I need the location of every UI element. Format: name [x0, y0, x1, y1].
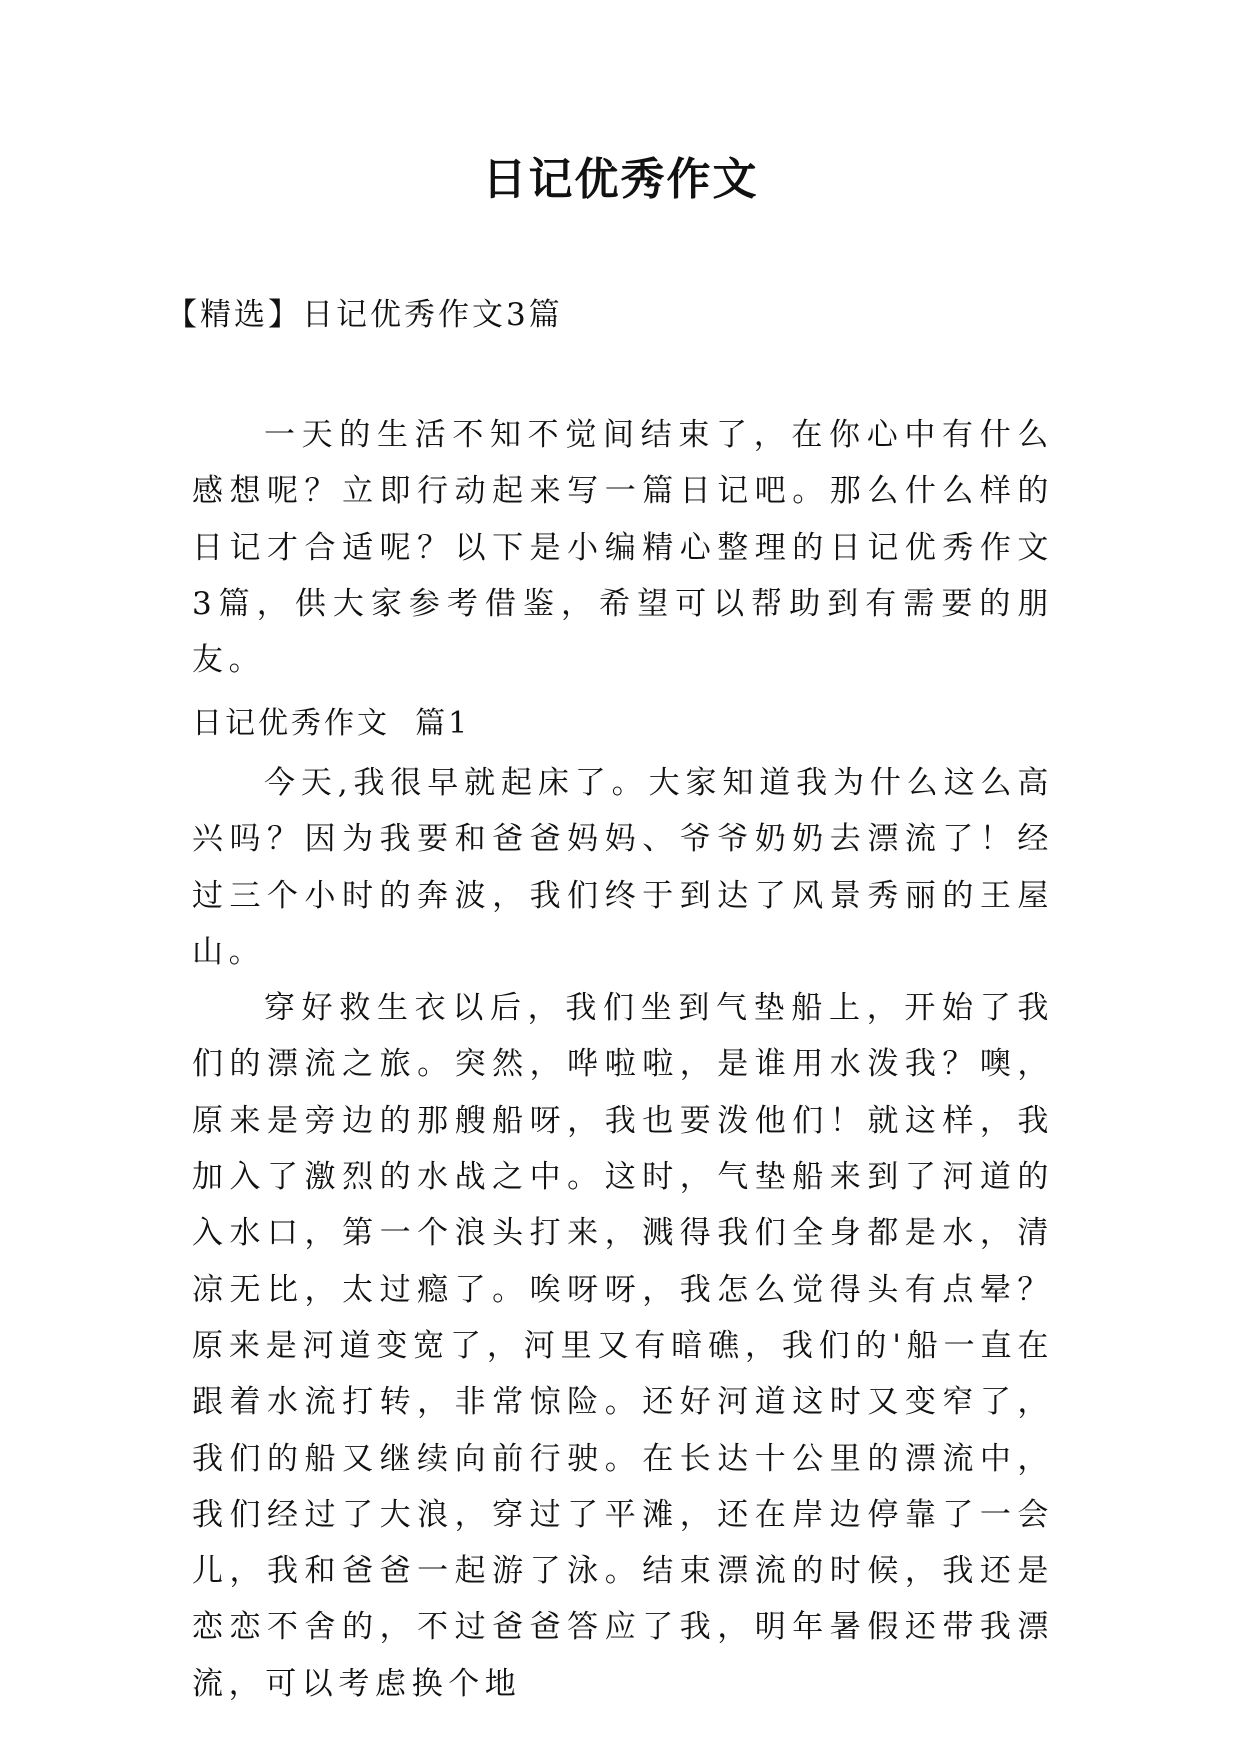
intro-block: [192, 407, 1054, 688]
document-subtitle: 【精选】日记优秀作文3篇: [166, 297, 563, 333]
body-paragraph: 今天,我很早就起床了。大家知道我为什么这么高兴吗？因为我要和爸爸妈妈、爷爷奶奶去漂流了！经过三个小时的奔波，我们终于到达了风景秀丽的王屋山。: [192, 765, 1054, 970]
body-paragraph: 穿好救生衣以后，我们坐到气垫船上，开始了我们的漂流之旅。突然，哗啦啦，是谁用水泼我？噢，原来是旁边的那艘船呀，我也要泼他们！就这样，我加入了激烈的水战之中。这时，气垫船来到了河道的入水口，第一个浪头打来，溅得我们全身都是水，清凉无比，太过瘾了。唉呀呀，我怎么觉得头有点晕？原来是河道变宽了，河里又有暗礁，我们的'船一直在跟着水流打转，非常惊险。还好河道这时又变窄了，我们的船又继续向前行驶。在长达十公里的漂流中，我们经过了大浪，穿过了平滩，还在岸边停靠了一会儿，我和爸爸一起游了泳。结束漂流的时候，我还是恋恋不舍的，不过爸爸答应了我，明年暑假还带我漂流，可以考虑换个地: [192, 990, 1054, 1702]
section-body: [192, 755, 1054, 1712]
intro-paragraph: 一天的生活不知不觉间结束了，在你心中有什么感想呢？立即行动起来写一篇日记吧。那么什么样的日记才合适呢？以下是小编精心整理的日记优秀作文3篇，供大家参考借鉴，希望可以帮助到有需要的朋友。: [192, 417, 1054, 679]
page-title: 日记优秀作文: [482, 154, 759, 205]
section-heading: 日记优秀作文 篇1: [192, 706, 471, 741]
